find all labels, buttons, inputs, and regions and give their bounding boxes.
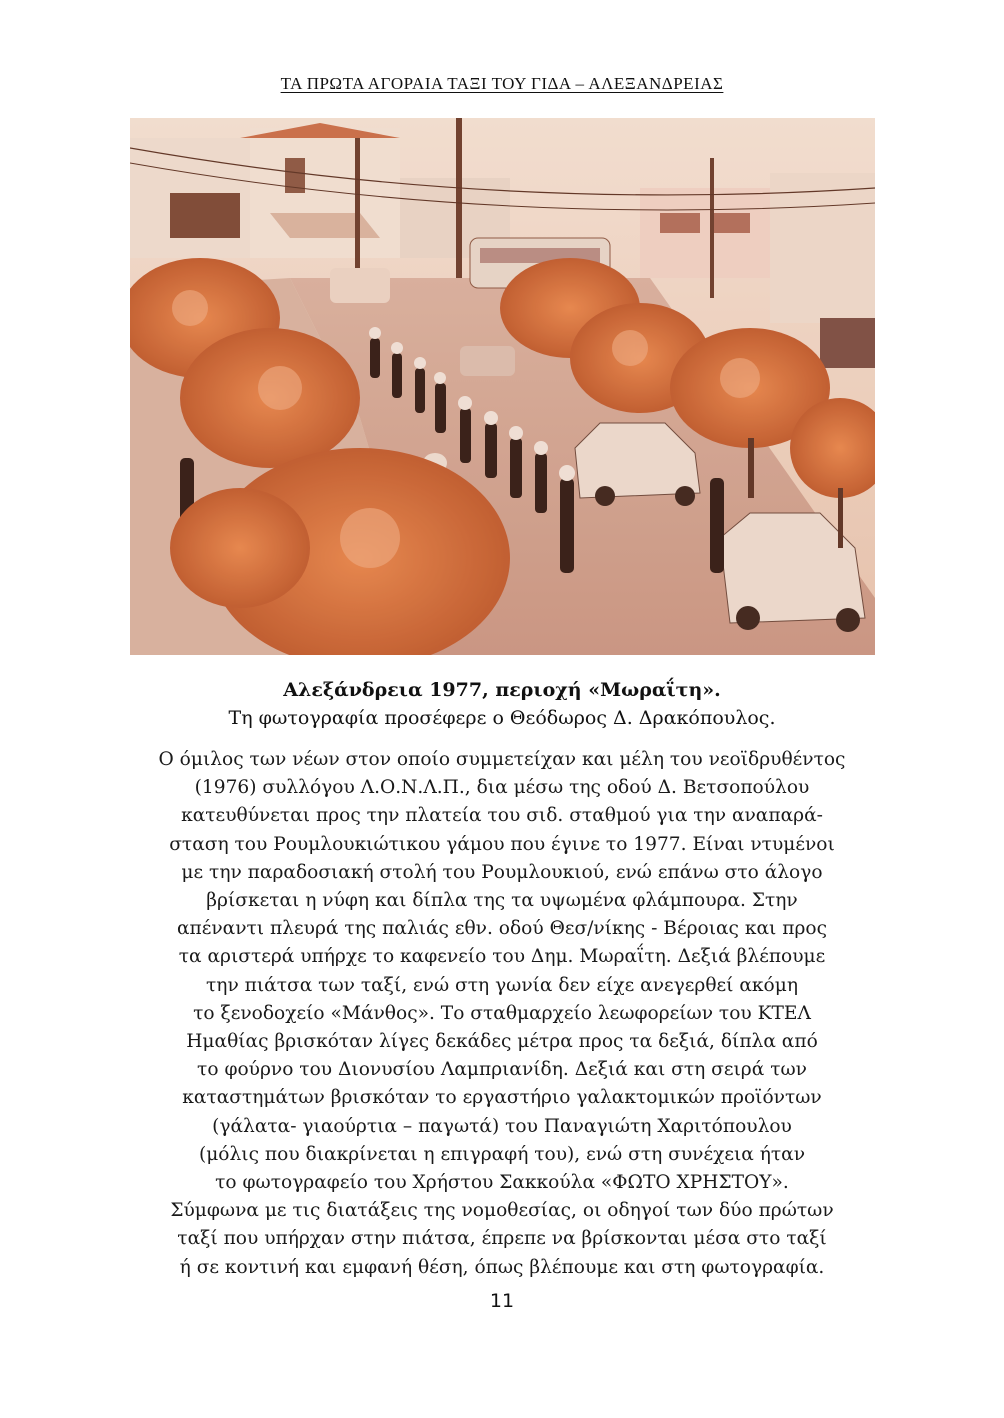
caption-title: Αλεξάνδρεια 1977, περιοχή «Μωραΐτη». <box>283 679 721 701</box>
body-line: (γάλατα- γιαούρτια – παγωτά) του Παναγιώτη Χαριτόπουλου <box>212 1115 792 1137</box>
body-line: σταση του Ρουμλουκιώτικου γάμου που έγινε το 1977. Είναι ντυμένοι <box>169 833 835 855</box>
caption-credit: Τη φωτογραφία προσέφερε ο Θεόδωρος Δ. Δρακόπουλος. <box>228 707 776 729</box>
body-line: Σύμφωνα με τις διατάξεις της νομοθεσίας, οι οδηγοί των δύο πρώτων <box>170 1200 834 1222</box>
running-header: ΤΑ ΠΡΩΤΑ ΑΓΟΡΑΙΑ ΤΑΞΙ ΤΟΥ ΓΙΔΑ – ΑΛΕΞΑΝΔΡΕΙΑΣ <box>280 74 724 93</box>
page-number: 11 <box>489 1290 515 1312</box>
body-line: την πιάτσα των ταξί, ενώ στη γωνία δεν είχε ανεγερθεί ακόμη <box>206 974 798 996</box>
body-line: τα αριστερά υπήρχε το καφενείο του Δημ. Μωραΐτη. Δεξιά βλέπουμε <box>178 946 826 968</box>
body-line: ή σε κοντινή και εμφανή θέση, όπως βλέπουμε και στη φωτογραφία. <box>179 1256 825 1278</box>
body-line: καταστημάτων βρισκόταν το εργαστήριο γαλακτομικών προϊόντων <box>182 1087 822 1109</box>
body-line: ταξί που υπήρχαν στην πιάτσα, έπρεπε να βρίσκονται μέσα στο ταξί <box>177 1228 827 1250</box>
body-line: (μόλις που διακρίνεται η επιγραφή του), ενώ στη συνέχεια ήταν <box>198 1143 806 1165</box>
body-line: το ξενοδοχείο «Μάνθος». Το σταθμαρχείο λεωφορείων του ΚΤΕΛ <box>193 1002 811 1024</box>
body-paragraph <box>0 746 1004 1282</box>
body-line: (1976) συλλόγου Λ.Ο.Ν.Λ.Π., δια μέσω της οδού Δ. Βετσοπούλου <box>194 777 810 799</box>
body-line: με την παραδοσιακή στολή του Ρουμλουκιού, ενώ επάνω στο άλογο <box>181 861 823 883</box>
body-line: κατευθύνεται προς την πλατεία του σιδ. σταθμού για την αναπαρά- <box>181 805 823 827</box>
street-procession-photo <box>130 118 875 655</box>
photo-caption <box>0 676 1004 732</box>
body-line: Ο όμιλος των νέων στον οποίο συμμετείχαν και μέλη του νεοϊδρυθέντος <box>158 749 846 770</box>
body-line: το φωτογραφείο του Χρήστου Σακκούλα «ΦΩΤΟ ΧΡΗΣΤΟΥ». <box>215 1172 789 1194</box>
body-line: βρίσκεται η νύφη και δίπλα της τα υψωμένα φλάμπουρα. Στην <box>206 890 798 912</box>
body-line: Ημαθίας βρισκόταν λίγες δεκάδες μέτρα προς τα δεξιά, δίπλα από <box>186 1031 818 1053</box>
body-line: το φούρνο του Διονυσίου Λαμπριανίδη. Δεξιά και στη σειρά των <box>197 1059 807 1081</box>
body-line: απέναντι πλευρά της παλιάς εθν. οδού Θεσ/νίκης - Βέροιας και προς <box>176 918 828 940</box>
